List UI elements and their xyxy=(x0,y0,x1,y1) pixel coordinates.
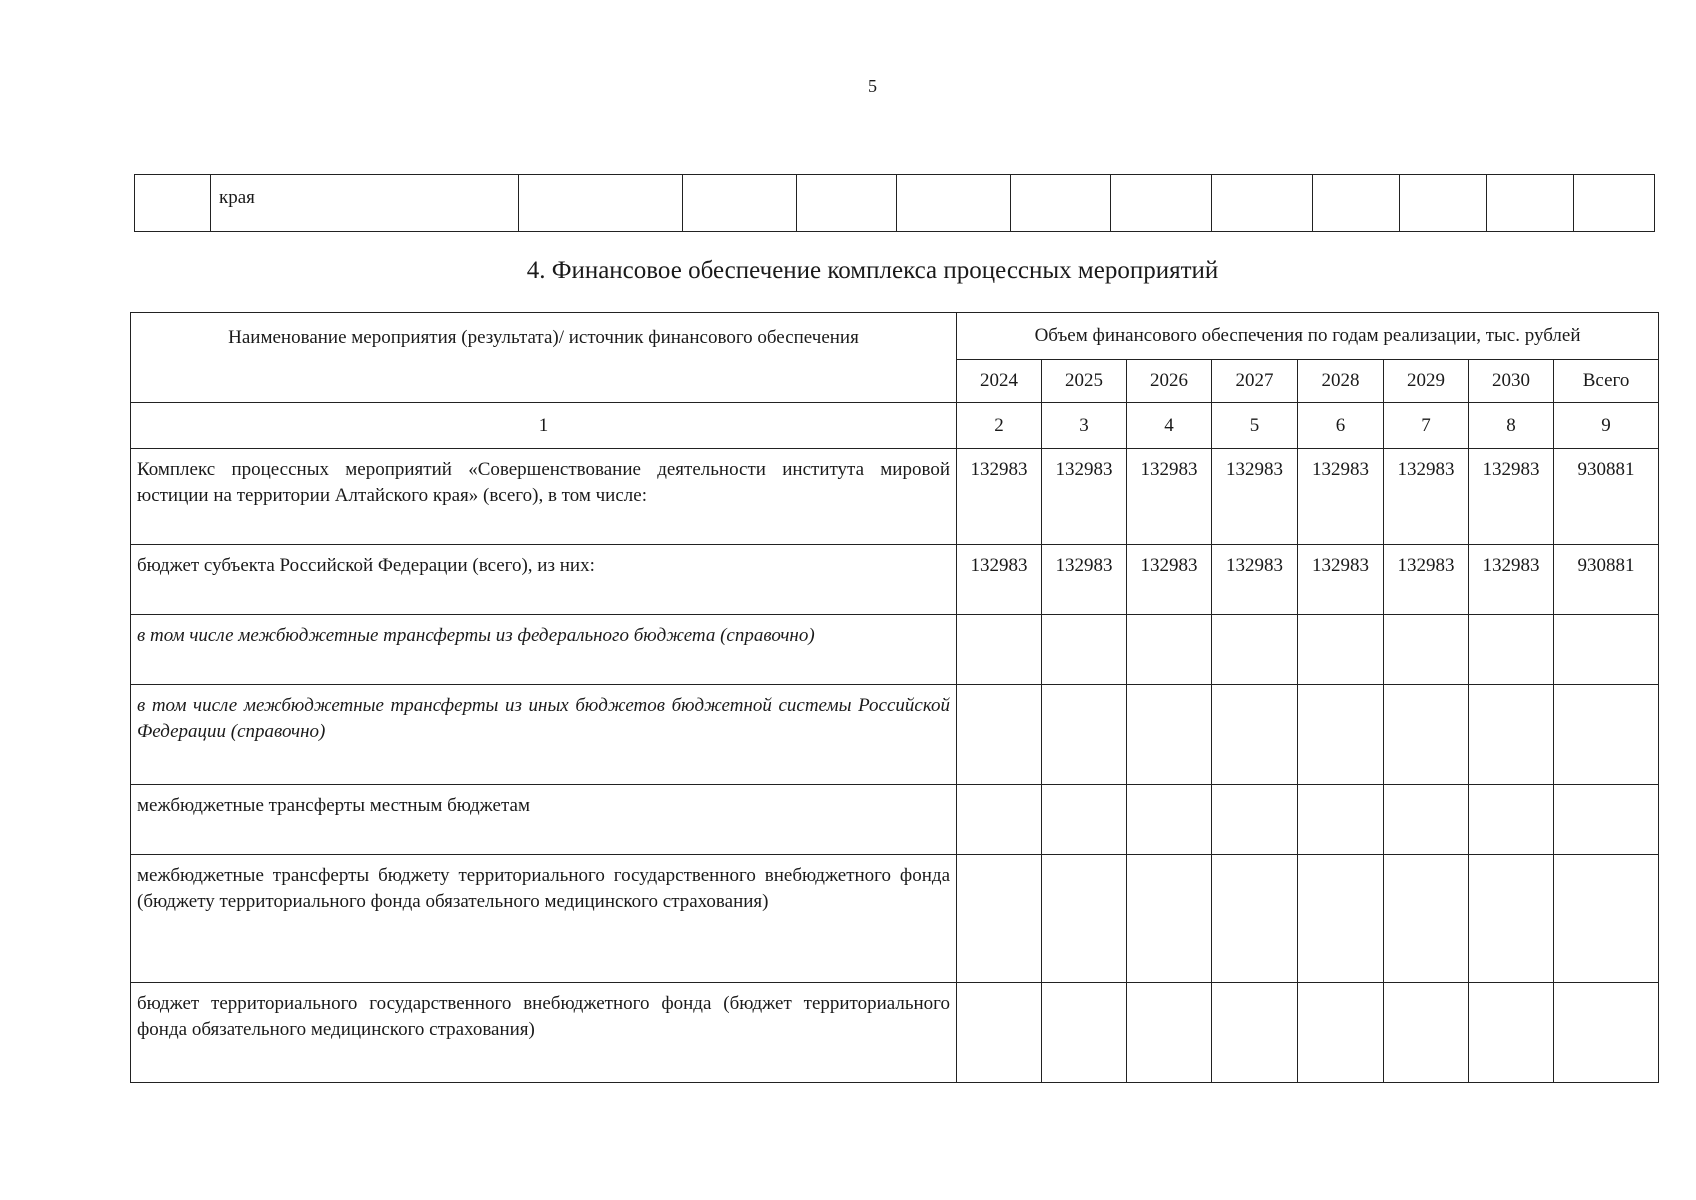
row-value: 132983 xyxy=(1042,449,1127,545)
row-value xyxy=(1384,785,1469,855)
row-value xyxy=(1469,685,1554,785)
row-value xyxy=(1554,983,1659,1083)
row-value xyxy=(1042,785,1127,855)
column-number: 5 xyxy=(1212,403,1298,449)
row-value xyxy=(1127,855,1212,983)
row-value xyxy=(1554,685,1659,785)
row-name: Комплекс процессных мероприятий «Совершенствование деятельности института мировой юстиции на территории Алтайского края» (всего), в том числе: xyxy=(131,449,957,545)
row-value xyxy=(1127,615,1212,685)
table-cell xyxy=(1212,175,1313,232)
table-cell xyxy=(1574,175,1655,232)
row-value xyxy=(1127,785,1212,855)
table-cell xyxy=(1400,175,1487,232)
row-value: 132983 xyxy=(1042,545,1127,615)
row-value xyxy=(1384,685,1469,785)
table-row xyxy=(131,685,1659,785)
column-number: 6 xyxy=(1298,403,1384,449)
row-value xyxy=(1042,855,1127,983)
header-year: 2025 xyxy=(1042,360,1127,403)
row-name: в том числе межбюджетные трансферты из федерального бюджета (справочно) xyxy=(131,615,957,685)
header-year: 2029 xyxy=(1384,360,1469,403)
row-value: 132983 xyxy=(1127,449,1212,545)
row-name: межбюджетные трансферты бюджету территориального государственного внебюджетного фонда (бюджету территориального фонда обязательного медицинского страхования) xyxy=(131,855,957,983)
row-value xyxy=(1298,785,1384,855)
row-value xyxy=(957,615,1042,685)
row-name: бюджет субъекта Российской Федерации (всего), из них: xyxy=(131,545,957,615)
table-cell xyxy=(1487,175,1574,232)
table-cell xyxy=(1011,175,1111,232)
row-value xyxy=(1298,855,1384,983)
row-value xyxy=(1127,983,1212,1083)
financing-table xyxy=(130,312,1659,1083)
row-value xyxy=(957,983,1042,1083)
page-number: 5 xyxy=(868,76,877,96)
row-value: 132983 xyxy=(1469,545,1554,615)
table-cell xyxy=(1111,175,1212,232)
table-cell xyxy=(519,175,683,232)
row-value xyxy=(1469,855,1554,983)
row-value xyxy=(957,685,1042,785)
table-row xyxy=(131,983,1659,1083)
column-number: 9 xyxy=(1554,403,1659,449)
table-cell xyxy=(135,175,211,232)
column-number: 7 xyxy=(1384,403,1469,449)
row-value: 132983 xyxy=(1212,449,1298,545)
header-total: Всего xyxy=(1554,360,1659,403)
row-value: 132983 xyxy=(1298,449,1384,545)
row-value xyxy=(957,785,1042,855)
column-number: 2 xyxy=(957,403,1042,449)
table-row xyxy=(131,545,1659,615)
row-value: 132983 xyxy=(1127,545,1212,615)
header-row xyxy=(131,313,1659,360)
row-value: 132983 xyxy=(1384,545,1469,615)
header-year: 2026 xyxy=(1127,360,1212,403)
row-value xyxy=(1554,615,1659,685)
row-value: 930881 xyxy=(1554,449,1659,545)
column-number: 4 xyxy=(1127,403,1212,449)
row-value xyxy=(1469,983,1554,1083)
row-value: 930881 xyxy=(1554,545,1659,615)
row-value: 132983 xyxy=(1469,449,1554,545)
table-cell xyxy=(897,175,1011,232)
column-numbers-row xyxy=(131,403,1659,449)
header-year: 2027 xyxy=(1212,360,1298,403)
table-row xyxy=(131,785,1659,855)
column-number: 1 xyxy=(131,403,957,449)
row-value xyxy=(1384,983,1469,1083)
column-number: 8 xyxy=(1469,403,1554,449)
header-year: 2028 xyxy=(1298,360,1384,403)
row-value xyxy=(1212,685,1298,785)
row-value: 132983 xyxy=(957,545,1042,615)
row-value xyxy=(1469,615,1554,685)
table-cell xyxy=(797,175,897,232)
header-year: 2030 xyxy=(1469,360,1554,403)
section-title: 4. Финансовое обеспечение комплекса процессных мероприятий xyxy=(526,257,1219,284)
row-value: 132983 xyxy=(957,449,1042,545)
row-value xyxy=(1298,615,1384,685)
header-name-column: Наименование мероприятия (результата)/ источник финансового обеспечения xyxy=(131,313,957,403)
row-value xyxy=(1384,855,1469,983)
row-value xyxy=(1042,685,1127,785)
table-row xyxy=(131,449,1659,545)
row-value xyxy=(1298,685,1384,785)
table-cell xyxy=(1313,175,1400,232)
row-value xyxy=(1298,983,1384,1083)
column-number: 3 xyxy=(1042,403,1127,449)
header-year: 2024 xyxy=(957,360,1042,403)
row-name: межбюджетные трансферты местным бюджетам xyxy=(131,785,957,855)
table-row xyxy=(131,855,1659,983)
row-name: в том числе межбюджетные трансферты из иных бюджетов бюджетной системы Российской Федерации (справочно) xyxy=(131,685,957,785)
table-row xyxy=(135,175,1655,232)
header-span-title: Объем финансового обеспечения по годам реализации, тыс. рублей xyxy=(957,313,1659,360)
row-value: 132983 xyxy=(1212,545,1298,615)
row-value xyxy=(957,855,1042,983)
table-row xyxy=(131,615,1659,685)
row-value xyxy=(1212,983,1298,1083)
row-value xyxy=(1554,785,1659,855)
row-value xyxy=(1212,785,1298,855)
table-cell xyxy=(683,175,797,232)
row-value xyxy=(1127,685,1212,785)
row-value: 132983 xyxy=(1298,545,1384,615)
row-value xyxy=(1554,855,1659,983)
row-value xyxy=(1384,615,1469,685)
row-value: 132983 xyxy=(1384,449,1469,545)
previous-table-fragment xyxy=(134,174,1655,232)
row-value xyxy=(1212,615,1298,685)
fragment-label: края xyxy=(211,175,519,232)
row-value xyxy=(1469,785,1554,855)
row-name: бюджет территориального государственного внебюджетного фонда (бюджет территориального фонда обязательного медицинского страхования) xyxy=(131,983,957,1083)
row-value xyxy=(1042,983,1127,1083)
row-value xyxy=(1212,855,1298,983)
row-value xyxy=(1042,615,1127,685)
